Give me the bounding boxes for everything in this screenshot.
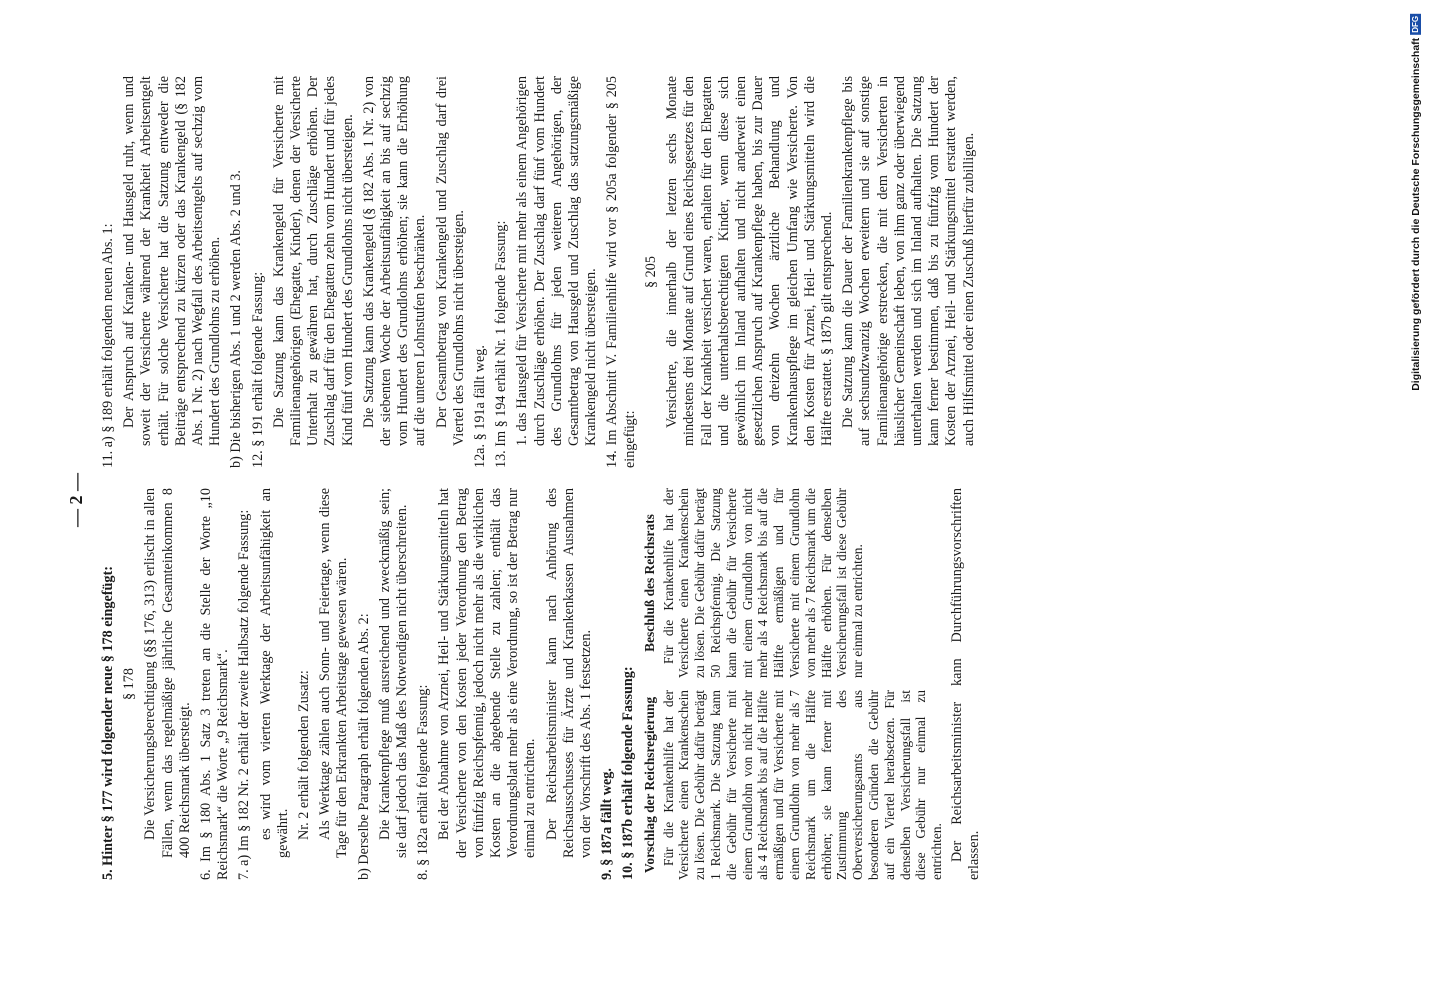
section-6: 6. Im § 180 Abs. 1 Satz 3 treten an die Stelle der Worte „10 Reichsmark“ die Worte „9 Reichsmark“. (198, 488, 232, 880)
page-number: — 2 — (66, 473, 86, 527)
funding-note-text: Digitalisierung gefördert durch die Deutsche Forschungsgemeinschaft (1410, 37, 1422, 391)
section-11a: 11. a) § 189 erhält folgenden neuen Abs. 1: (100, 223, 116, 468)
section-12-quote-2: Die Satzung kann das Krankengeld (§ 182 Abs. 1 Nr. 2) von der siebenten Woche der Arbeitsunfähigkeit an bis auf sechzig vom Hundert des Grundlohns erhöhen; sie kann die Erhöhung auf die unteren Lohnstufen beschränken. (360, 76, 429, 446)
section-12-quote-1: Die Satzung kann das Krankengeld für Versicherte mit Familienangehörigen (Ehegatte, Kinder), denen der Versicherte Unterhalt zu gewähren hat, durch Zuschläge erhöhen. Der Zuschlag darf für den Ehegatten zehn vom Hundert und für jedes Kind fünf vom Hundert des Grundlohns nicht übersteigen. (270, 76, 356, 446)
comparison-columns (642, 488, 945, 880)
section-8-quote-1: Bei der Abnahme von Arznei, Heil- und Stärkungsmitteln hat der Versicherte von den Kosten jeder Verordnung den Betrag von fünfzig Reichspfennig, jedoch nicht mehr als die wirklichen Kosten an die abgebende Stelle zu zahlen; enthält das Verordnungsblatt mehr als eine Verordnung, so ist der Betrag nur einmal zu entrichten. (436, 488, 539, 858)
left-column (100, 488, 987, 880)
section-14: 14. Im Abschnitt V. Familienhilfe wird vor § 205a folgender § 205 eingefügt: (604, 76, 638, 468)
reichsrat-resolution (642, 488, 945, 678)
section-12-quote-3: Der Gesamtbetrag von Krankengeld und Zuschlag darf drei Viertel des Grundlohns nicht übersteigen. (433, 76, 467, 446)
government-proposal-text: Für die Krankenhilfe hat der Versicherte einen Krankenschein zu lösen. Die Gebühr dafür beträgt 1 Reichsmark. Die Satzung kann die Gebühr für Versicherte mit einem Grundlohn von nicht mehr als 4 Reichsmark bis auf die Hälfte ermäßigen und für Versicherte mit einem Grundlohn von mehr als 7 Reichsmark um die Hälfte erhöhen; sie kann ferner mit Zustimmung des Oberversicherungsamts aus besonderen Gründen die Gebühr auf ein Viertel herabsetzen. Für denselben Versicherungsfall ist diese Gebühr nur einmal zu entrichten. (660, 690, 945, 880)
section-205-quote-1: Versicherte, die innerhalb der letzten sechs Monate mindestens drei Monate auf Grund eines Reichsgesetzes für den Fall der Krankheit versichert waren, erhalten für den Ehegatten und die unterhaltsberechtigten Kinder, wenn diese sich gewöhnlich im Inland aufhalten und nicht anderweit einen gesetzlichen Anspruch auf Krankenpflege haben, bis zur Dauer von dreizehn Wochen ärztliche Behandlung und Krankenhauspflege im gleichen Umfang wie Versicherte. Von den Kosten für Arznei, Heil- und Stärkungsmitteln wird die Hälfte erstattet. § 187b gilt entsprechend. (664, 76, 835, 446)
section-7a: 7. a) Im § 182 Nr. 2 erhält der zweite Halbsatz folgende Fassung: (236, 509, 253, 880)
section-12: 12. § 191 erhält folgende Fassung: (249, 271, 266, 468)
section-7a-quote-2: Nr. 2 erhält folgenden Zusatz: (296, 670, 313, 840)
section-8: 8. § 182a erhält folgende Fassung: (415, 684, 432, 880)
section-7b: b) Derselbe Paragraph erhält folgenden Abs. 2: (355, 613, 372, 880)
government-proposal (642, 690, 945, 880)
reichsrat-resolution-text: Für die Krankenhilfe hat der Versicherte einen Krankenschein zu lösen. Die Gebühr dafür beträgt 50 Reichspfennig. Die Satzung kann die Gebühr für Versicherte mit einem Grundlohn von nicht mehr als 4 Reichsmark bis auf die Hälfte ermäßigen und für Versicherte mit einem Grundlohn von mehr als 7 Reichsmark um die Hälfte erhöhen. Für denselben Versicherungsfall ist diese Gebühr nur einmal zu entrichten. (660, 488, 866, 678)
section-7a-quote-3: Als Werktage zählen auch Sonn- und Feiertage, wenn diese Tage für den Erkrankten Arbeitstage gewesen wären. (317, 488, 351, 858)
section-205-heading: § 205 (642, 256, 659, 288)
section-7b-quote: Die Krankenpflege muß ausreichend und zweckmäßig sein; sie darf jedoch das Maß des Notwendigen nicht überschreiten. (376, 488, 411, 858)
section-13: 13. Im § 194 erhält Nr. 1 folgende Fassung: (493, 220, 510, 468)
section-10: 10. § 187b erhält folgende Fassung: (620, 666, 637, 880)
right-column (100, 76, 982, 468)
section-205-quote-2: Die Satzung kann die Dauer der Familienkrankenpflege bis auf sechsundzwanzig Wochen erweitern und sie auf sonstige Familienangehörige erstrecken, die mit dem Versicherten in häuslicher Gemeinschaft leben, von ihm ganz oder überwiegend unterhalten werden und sich im Inland aufhalten. Die Satzung kann ferner bestimmen, daß bis zu fünfzig vom Hundert der Kosten der Arznei, Heil- und Stärkungsmittel erstattet werden, auch Hilfsmittel oder einen Zuschuß hierfür zubilligen. (840, 76, 977, 446)
section-5: 5. Hinter § 177 wird folgender neue § 178 eingefügt: (100, 566, 116, 880)
section-10-closing: Der Reichsarbeitsminister kann Durchführungsvorschriften erlassen. (949, 488, 983, 880)
section-12a: 12a. § 191a fällt weg. (472, 345, 489, 468)
section-13-quote: 1. das Hausgeld für Versicherte mit mehr als einem Angehörigen durch Zuschläge erhöhen. Der Zuschlag darf fünf vom Hundert des Grundlohns für jeden weiteren Angehörigen, der Gesamtbetrag von Hausgeld und Zuschlag das satzungsmäßige Krankengeld nicht übersteigen. (514, 76, 600, 446)
section-7a-quote-1: es wird vom vierten Werktage der Arbeitsunfähigkeit an gewährt. (257, 488, 291, 858)
reichsrat-resolution-heading: Beschluß des Reichsrats (641, 514, 657, 652)
section-11a-quote: Der Anspruch auf Kranken- und Hausgeld ruht, wenn und soweit der Versicherte während der Krankheit Arbeitsentgelt erhält. Für solche Versicherte hat die Satzung entweder die Beiträge entsprechend zu kürzen oder das Krankengeld (§ 182 Abs. 1 Nr. 2) nach Wegfall des Arbeitsentgelts auf sechzig vom Hundert des Grundlohns zu erhöhen. (121, 76, 224, 446)
dfg-logo: DFG (1411, 16, 1420, 33)
government-proposal-heading: Vorschlag der Reichsregierung (641, 696, 657, 874)
section-178-heading: § 178 (121, 668, 138, 700)
section-178-text: Die Versicherungsberechtigung (§§ 176, 313) erlischt in allen Fällen, wenn das regelmäßige jährliche Gesamteinkommen 8 400 Reichsmark übersteigt. (142, 488, 193, 858)
section-11b: b) Die bisherigen Abs. 1 und 2 werden Abs. 2 und 3. (228, 170, 245, 468)
section-9: 9. § 187a fällt weg. (599, 768, 616, 880)
section-8-quote-2: Der Reichsarbeitsminister kann nach Anhörung des Reichsausschusses für Ärzte und Krankenkassen Ausnahmen von der Vorschrift des Abs. 1 festsetzen. (543, 488, 595, 858)
